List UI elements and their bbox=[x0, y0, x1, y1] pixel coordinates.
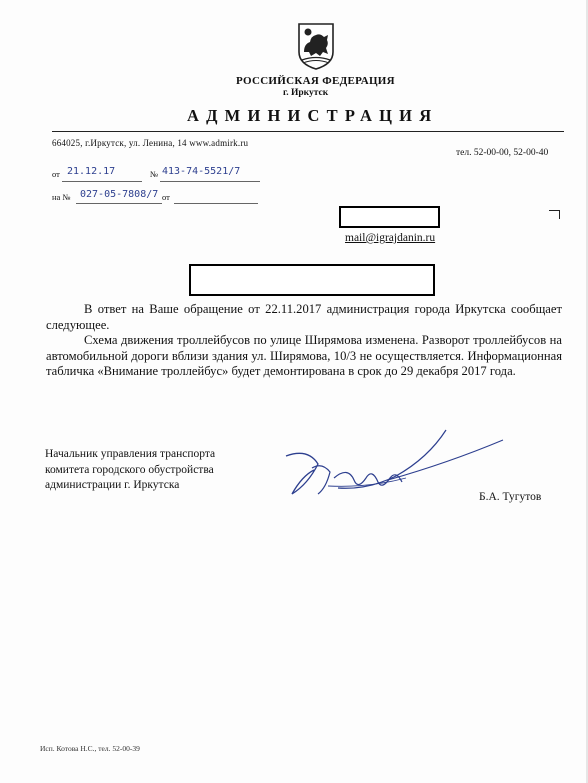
city-name: г. Иркутск bbox=[283, 88, 329, 98]
number-label: № bbox=[150, 169, 159, 179]
body-paragraph: Схема движения троллейбусов по улице Ширямова изменена. Разворот троллейбусов на автомобильной дороги вблизи здания ул. Ширямова, 10/3 не осуществляется. Информационная табличка «Внимание троллейбус» будет демонтирована в срок до 29 декабря 2017 года. bbox=[46, 333, 562, 378]
number-underline bbox=[160, 181, 260, 182]
reference-label: на № bbox=[52, 192, 71, 202]
redacted-recipient-name bbox=[339, 206, 440, 228]
header-rule bbox=[52, 131, 564, 132]
registration-number: 413-74-5521/7 bbox=[162, 166, 241, 177]
letter-body bbox=[46, 302, 562, 380]
body-paragraph: В ответ на Ваше обращение от 22.11.2017 администрация города Иркутска сообщает следующее. bbox=[46, 302, 562, 332]
signer-name: Б.А. Тугутов bbox=[479, 491, 542, 503]
irkutsk-coat-of-arms-icon bbox=[296, 22, 336, 70]
organization-title: АДМИНИСТРАЦИЯ bbox=[187, 106, 439, 125]
reference-number: 027-05-7808/7 bbox=[80, 189, 159, 200]
recipient-email: mail@igrajdanin.ru bbox=[345, 232, 436, 244]
address-corner-mark bbox=[549, 210, 560, 219]
registration-date: 21.12.17 bbox=[67, 166, 116, 177]
signer-title-line: Начальник управления транспорта bbox=[45, 448, 216, 460]
signer-title-line: администрации г. Иркутска bbox=[45, 479, 180, 491]
reference-date-underline bbox=[174, 203, 258, 204]
country-name: РОССИЙСКАЯ ФЕДЕРАЦИЯ bbox=[236, 75, 395, 87]
executor-info: Исп. Котова Н.С., тел. 52-00-39 bbox=[40, 744, 140, 753]
organization-address: 664025, г.Иркутск, ул. Ленина, 14 www.admirk.ru bbox=[52, 138, 249, 148]
reference-underline bbox=[76, 203, 162, 204]
reference-date-label: от bbox=[162, 192, 170, 202]
signer-title-line: комитета городского обустройства bbox=[45, 463, 214, 476]
date-underline bbox=[62, 181, 142, 182]
organization-phone: тел. 52-00-00, 52-00-40 bbox=[456, 148, 549, 158]
signer-title bbox=[45, 447, 305, 494]
handwritten-signature bbox=[278, 428, 508, 508]
redacted-salutation bbox=[189, 264, 435, 296]
date-label: от bbox=[52, 169, 60, 179]
